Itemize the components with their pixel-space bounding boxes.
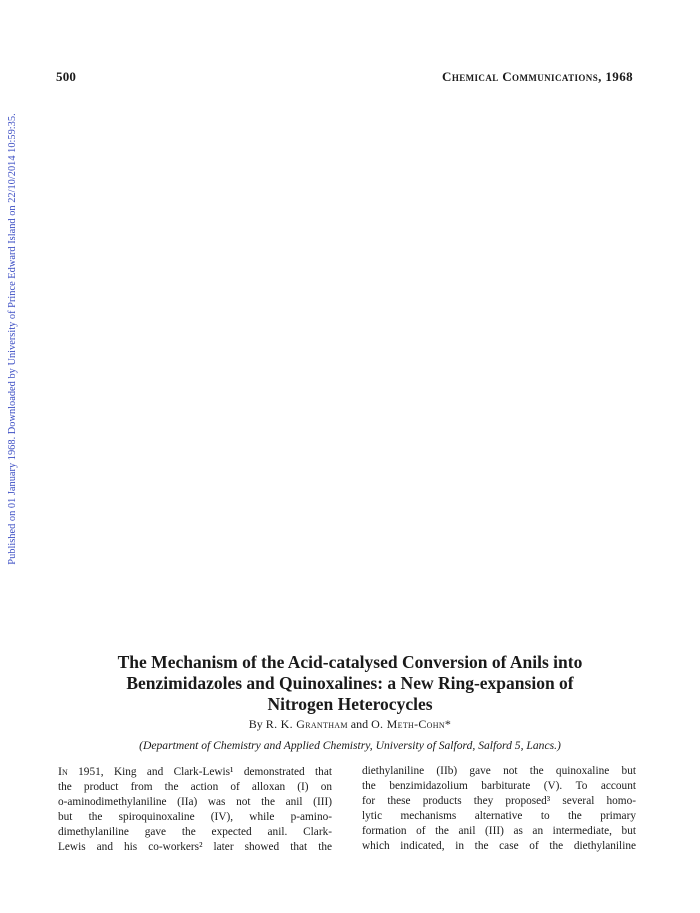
body-line: o-aminodimethylaniline (IIa) was not the anil (III) — [58, 796, 332, 808]
body-line: formation of the anil (III) as an intermediate, but — [362, 825, 636, 837]
page-number: 500 — [56, 69, 77, 84]
body-column-left — [58, 764, 332, 855]
body-line — [58, 764, 332, 780]
body-line-text: 1951, King and Clark-Lewis¹ demonstrated that — [78, 766, 332, 778]
title-line: The Mechanism of the Acid-catalysed Conversion of Anils into — [117, 652, 583, 672]
title-line: Nitrogen Heterocycles — [267, 694, 433, 714]
body-line: the benzimidazolium barbiturate (V). To account — [362, 780, 636, 792]
body-line: the product from the action of alloxan (I) on — [58, 781, 332, 793]
lead-word: In — [58, 764, 68, 778]
download-watermark: Published on 01 January 1968. Downloaded by University of Prince Edward Island on 22/10/2014 10:59:35. — [7, 113, 18, 565]
body-line: diethylaniline (IIb) gave not the quinoxaline but — [362, 765, 636, 777]
byline-conjunction: and — [350, 717, 369, 731]
body-column-right — [362, 764, 636, 854]
body-line: lytic mechanisms alternative to the primary — [362, 810, 636, 822]
body-line: which indicated, in the case of the diethylaniline — [362, 840, 636, 852]
author-name: R. K. Grantham — [265, 717, 348, 731]
journal-running-header: Chemical Communications, 1968 — [442, 69, 633, 84]
article-title — [60, 652, 640, 715]
body-line: Lewis and his co-workers² later showed that the — [58, 841, 332, 853]
author-name: O. Meth-Cohn* — [371, 717, 452, 731]
title-line: Benzimidazoles and Quinoxalines: a New Ring-expansion of — [126, 673, 574, 693]
author-byline — [60, 717, 640, 731]
byline-prefix: By — [248, 717, 263, 731]
body-line: dimethylaniline gave the expected anil. Clark- — [58, 826, 332, 838]
author-affiliation: (Department of Chemistry and Applied Chemistry, University of Salford, Salford 5, Lancs.) — [139, 739, 561, 752]
body-line: but the spiroquinoxaline (IV), while p-amino- — [58, 811, 332, 823]
body-line: for these products they proposed³ several homo- — [362, 795, 636, 807]
